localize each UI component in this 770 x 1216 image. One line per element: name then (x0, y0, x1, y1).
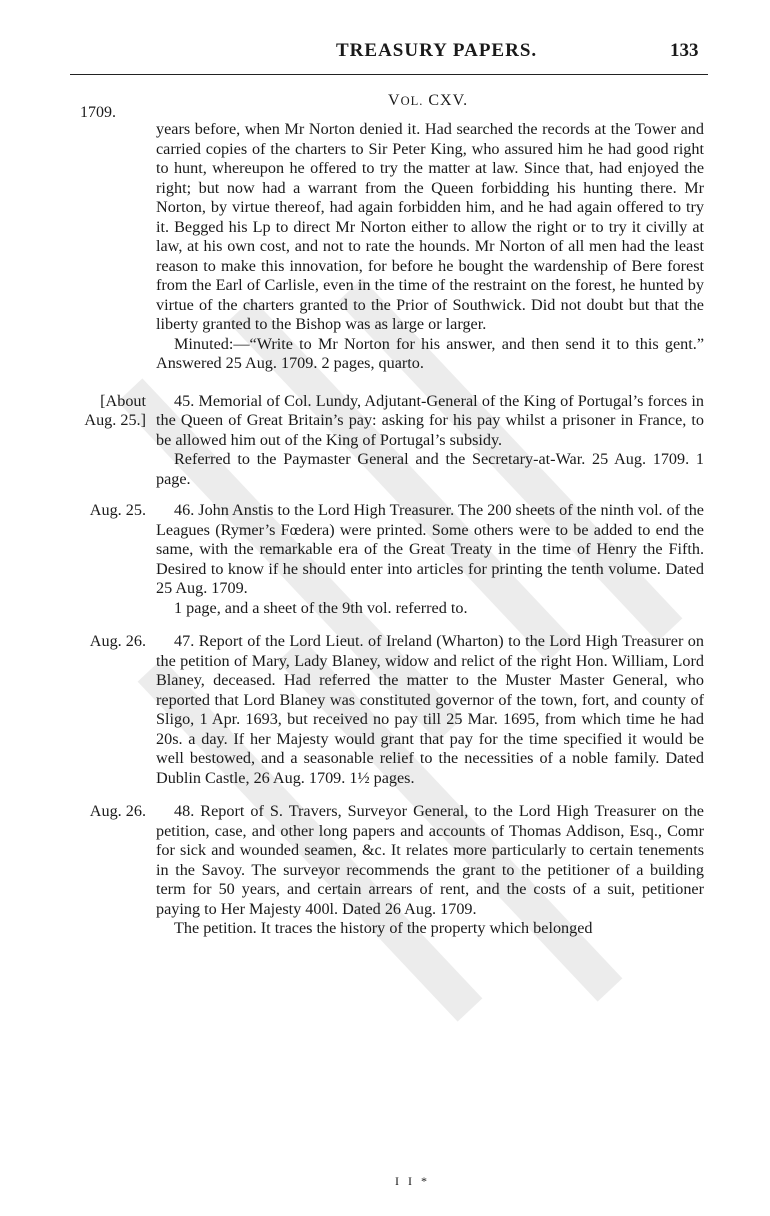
entry (89, 501, 704, 618)
text-body (84, 120, 704, 939)
running-header (0, 36, 770, 66)
entry (156, 120, 704, 374)
entry (84, 391, 704, 490)
paragraph: Referred to the Paymaster General and the Secretary-at-War. 25 Aug. 1709. 1 page. (156, 450, 704, 488)
paragraph: years before, when Mr Norton denied it. Had searched the records at the Tower and carried copies of the charters to Sir Peter King, who assured him he had good right to hunt, whereupon he offered to try the matter at law. Since that, had enjoyed the right; but now had a warrant from the Queen forbidding his hunting there. Mr Norton, by virtue thereof, had again forbidden him, and he had again offered to try it. Begged his Lp to direct Mr Norton either to allow the right or to try it civilly at law, at his own cost, and not to rate the hounds. Mr Norton of all men had the least reason to make this innovation, for before he bought the wardenship of Bere forest from the Earl of Carlisle, even in the time of the restraint on the forest, he hunted by virtue of the charters granted to the Prior of Southwick. Did not doubt but that the liberty granted to the Bishop was as large or larger. (156, 120, 704, 333)
page-footer-marks: I I * (395, 1174, 430, 1188)
margin-date: Aug. 25. (89, 501, 146, 519)
header-rule (70, 74, 708, 75)
paragraph: 47. Report of the Lord Lieut. of Ireland (Wharton) to the Lord High Treasurer on the petition of Mary, Lady Blaney, widow and relict of the right Hon. William, Lord Blaney, deceased. Had referred the matter to the Muster Master General, who reported that Lord Blaney was constituted governor of the town, fort, and county of Sligo, 1 Apr. 1693, but received no pay till 25 Mar. 1695, from which time he had 20s. a day. If her Majesty would grant that pay for the time specified it would be well bestowed, and a seasonable relief to the necessities of a noble family. Dated Dublin Castle, 26 Aug. 1709. 1½ pages. (156, 632, 704, 787)
margin-date: Aug. 26. (89, 632, 146, 650)
paragraph: 46. John Anstis to the Lord High Treasurer. The 200 sheets of the ninth vol. of the Leagues (Rymer’s Fœdera) were printed. Some others were to be added to end the same, with the remarkable era of the Great Treaty in the time of Henry the Fifth. Desired to know if he should enter into articles for printing the tenth volume. Dated 25 Aug. 1709. (156, 501, 704, 597)
paragraph: Minuted:—“Write to Mr Norton for his answer, and then send it to this gent.” Answered 25 Aug. 1709. 2 pages, quarto. (156, 334, 704, 372)
entry (89, 802, 704, 939)
paragraph: 48. Report of S. Travers, Surveyor General, to the Lord High Treasurer on the petition, case, and other long papers and accounts of Thomas Addison, Esq., Comr for sick and wounded seamen, &c. It relates more particularly to certain tenements in the Savoy. The surveyor recommends the grant to the petitioner of a building term for 50 years, and certain arrears of rent, and the costs of a suit, petitioner paying to Her Majesty 400l. Dated 26 Aug. 1709. (156, 802, 704, 918)
margin-date: Aug. 26. (89, 802, 146, 820)
entry (89, 632, 704, 788)
page-number: 133 (670, 40, 699, 61)
paragraph: 1 page, and a sheet of the 9th vol. referred to. (174, 598, 468, 617)
running-title: TREASURY PAPERS. (336, 40, 538, 61)
paragraph: The petition. It traces the history of the property which belonged (174, 919, 593, 937)
margin-date: [About Aug. 25.] (84, 391, 146, 429)
paragraph: 45. Memorial of Col. Lundy, Adjutant-General of the King of Portugal’s forces in the Queen of Great Britain’s pay: asking for his pay whilst a prisoner in France, to be allowed him out of the King of Portugal’s subsidy. (156, 391, 704, 449)
year-marker: 1709. (80, 104, 116, 121)
volume-heading: VOL. CXV. (388, 92, 469, 109)
